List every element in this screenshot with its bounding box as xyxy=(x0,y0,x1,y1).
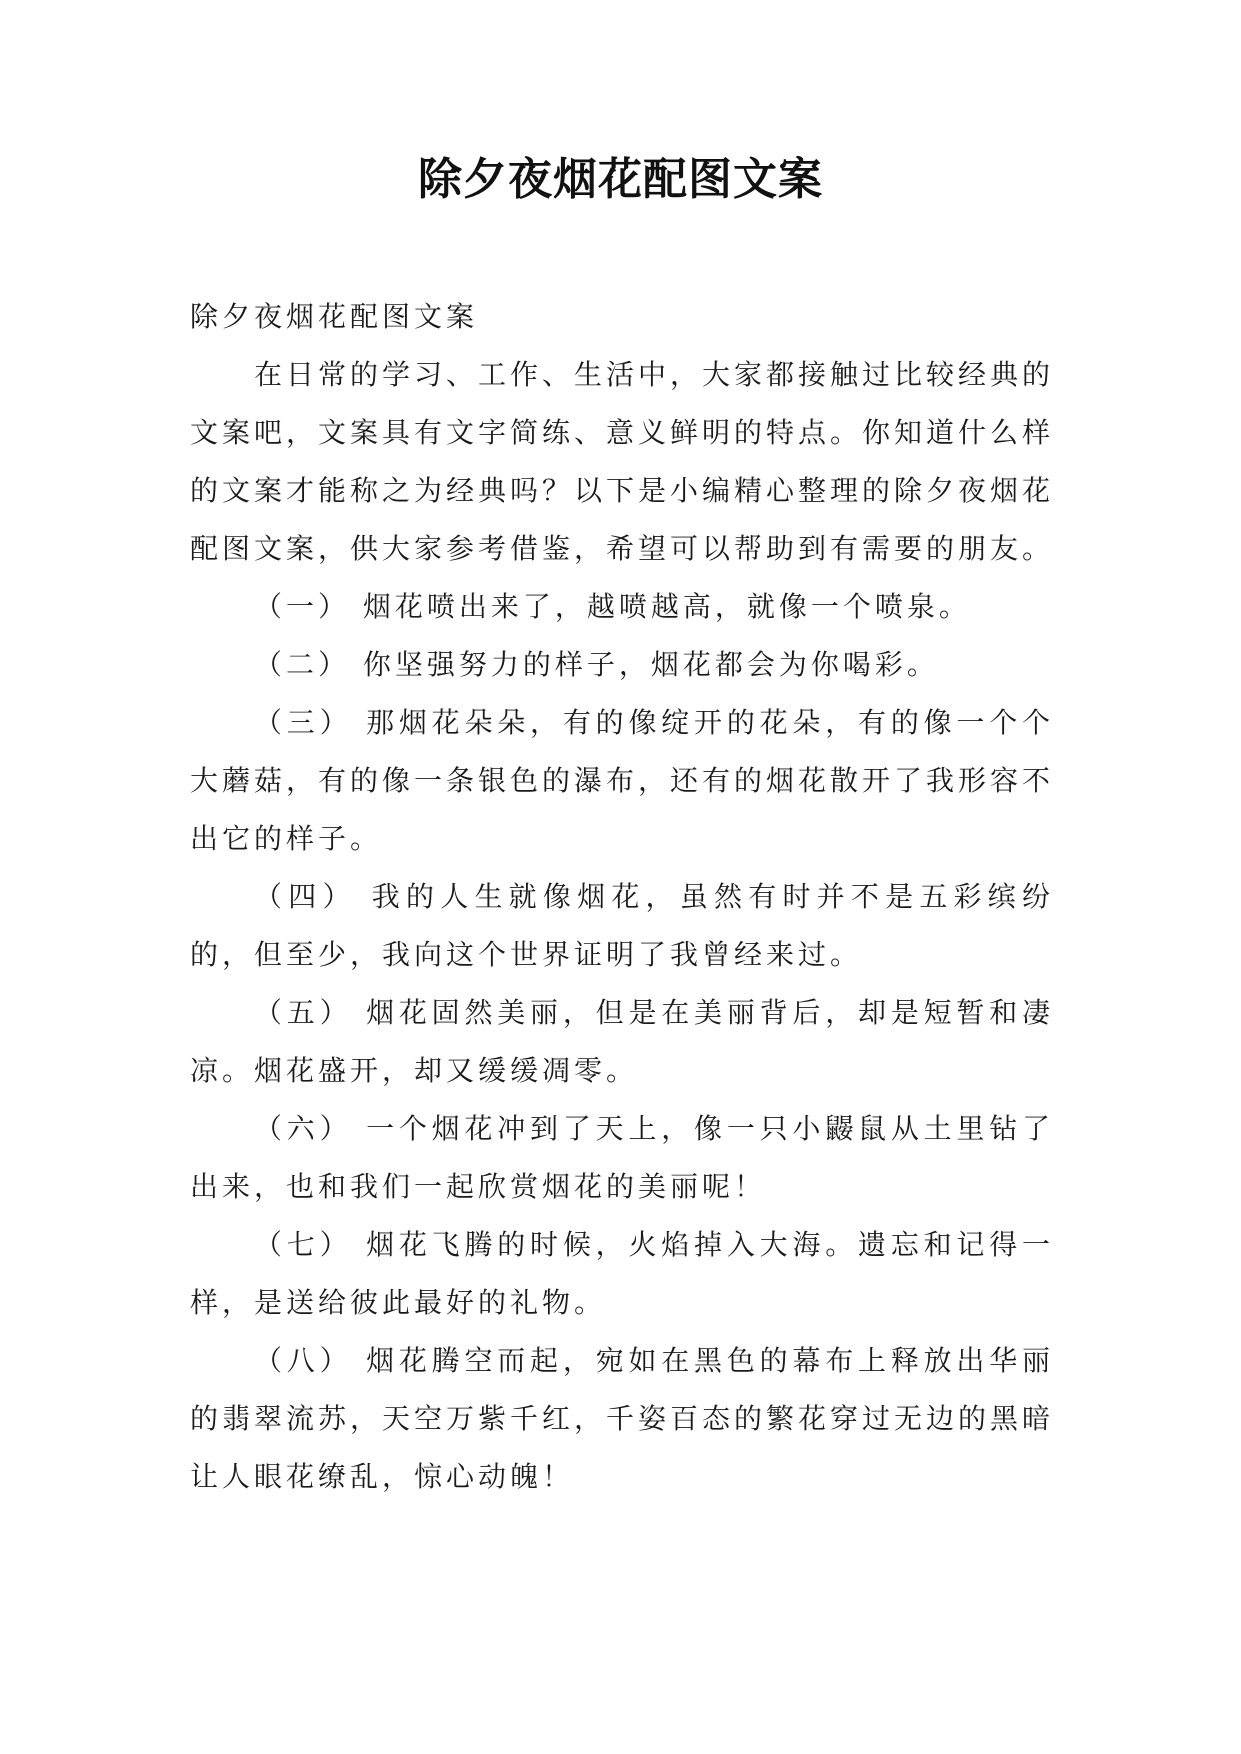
list-item: （七） 烟花飞腾的时候，火焰掉入大海。遗忘和记得一样，是送给彼此最好的礼物。 xyxy=(190,1228,1054,1319)
list-item: （二） 你坚强努力的样子，烟花都会为你喝彩。 xyxy=(254,648,939,681)
list-item: （八） 烟花腾空而起，宛如在黑色的幕布上释放出华丽的翡翠流苏，天空万紫千红，千姿百态的繁花穿过无边的黑暗让人眼花缭乱，惊心动魄！ xyxy=(190,1344,1055,1493)
list-item: （六） 一个烟花冲到了天上，像一只小鼹鼠从土里钻了出来，也和我们一起欣赏烟花的美丽呢！ xyxy=(190,1112,1054,1203)
document-subtitle: 除夕夜烟花配图文案 xyxy=(190,300,479,333)
list-item: （三） 那烟花朵朵，有的像绽开的花朵，有的像一个个大蘑菇，有的像一条银色的瀑布，还有的烟花散开了我形容不出它的样子。 xyxy=(190,706,1055,855)
page-title: 除夕夜烟花配图文案 xyxy=(418,154,823,205)
list-item: （五） 烟花固然美丽，但是在美丽背后，却是短暂和凄凉。烟花盛开，却又缓缓凋零。 xyxy=(190,996,1054,1087)
document-body xyxy=(190,288,1054,1506)
list-item: （四） 我的人生就像烟花，虽然有时并不是五彩缤纷的，但至少，我向这个世界证明了我曾经来过。 xyxy=(190,880,1054,971)
list-item: （一） 烟花喷出来了，越喷越高，就像一个喷泉。 xyxy=(254,590,971,623)
intro-paragraph: 在日常的学习、工作、生活中，大家都接触过比较经典的文案吧，文案具有文字简练、意义鲜明的特点。你知道什么样的文案才能称之为经典吗？以下是小编精心整理的除夕夜烟花配图文案，供大家参考借鉴，希望可以帮助到有需要的朋友。 xyxy=(190,358,1055,565)
